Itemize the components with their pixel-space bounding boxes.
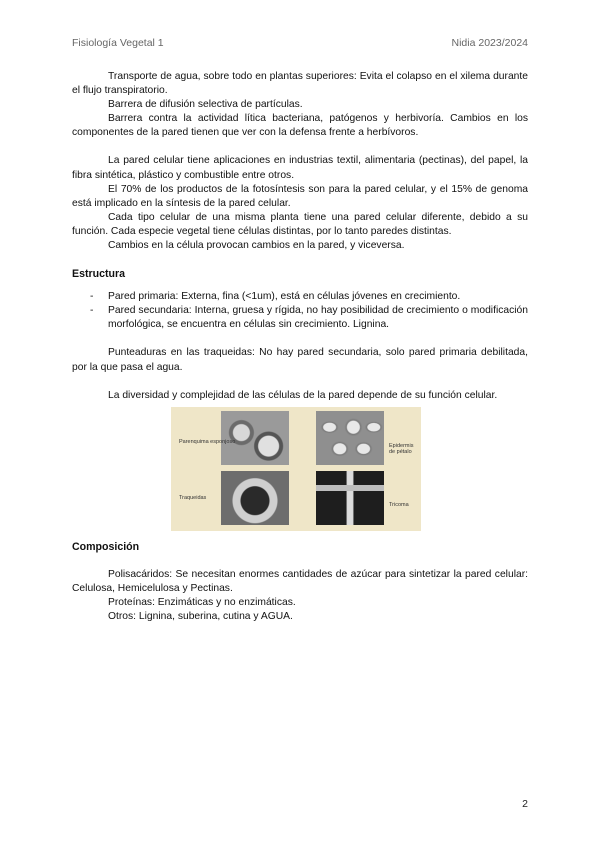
figure-label-epidermis: Epidermis de pétalo bbox=[389, 442, 414, 456]
structure-list bbox=[72, 290, 528, 332]
figure-label-tracheids: Traqueidas bbox=[179, 494, 207, 501]
paragraph-photosynthesis-share: El 70% de los productos de la fotosíntesis son para la pared celular, y el 15% de genoma está implicado en la síntesis de la pared celular. bbox=[72, 183, 528, 209]
spacer bbox=[72, 281, 528, 290]
section-title-estructura: Estructura bbox=[72, 268, 125, 281]
paragraph-water-transport: Transporte de agua, sobre todo en plantas superiores: Evita el colapso en el xilema durante el flujo transpiratorio. bbox=[72, 71, 528, 97]
list-item-primary-wall: - Pared primaria: Externa, fina (<1um), está en células jóvenes en crecimiento. bbox=[72, 290, 528, 304]
section-title-composicion: Composición bbox=[72, 540, 140, 553]
figure-label-trichome: Tricoma bbox=[389, 501, 409, 508]
cell-wall-micrographs-figure bbox=[171, 407, 421, 531]
spacer bbox=[72, 253, 528, 267]
paragraph-industry-applications: La pared celular tiene aplicaciones en industrias textil, alimentaria (pectinas), del papel, la fibra sintética, plástico y combustible entre otros. bbox=[72, 155, 528, 181]
paragraph-proteins: Proteínas: Enzimáticas y no enzimáticas. bbox=[108, 596, 296, 608]
paragraph-lytic-barrier: Barrera contra la actividad lítica bacteriana, patógenos y herbivoría. Cambios en los componentes de la pared tienen que ver con la defensa frente a herbívoros. bbox=[72, 113, 528, 139]
paragraph-polysaccharides: Polisacáridos: Se necesitan enormes cantidades de azúcar para sintetizar la pared celular: Celulosa, Hemicelulosa y Pectinas. bbox=[72, 568, 528, 594]
paragraph-diversity: La diversidad y complejidad de las células de la pared depende de su función celular. bbox=[108, 389, 498, 401]
list-item-secondary-wall: - Pared secundaria: Interna, gruesa y rígida, no hay posibilidad de crecimiento o modificación morfológica, se encuentra en células sin crecimiento. Lignina. bbox=[72, 304, 528, 332]
document-body bbox=[72, 70, 528, 624]
spacer bbox=[72, 554, 528, 568]
paragraph-others: Otros: Lignina, suberina, cutina y AGUA. bbox=[108, 610, 293, 622]
paragraph-diffusion-barrier: Barrera de difusión selectiva de partículas. bbox=[108, 99, 303, 111]
micrograph-trichome bbox=[316, 471, 384, 525]
header-course-title: Fisiología Vegetal 1 bbox=[72, 37, 164, 49]
header-author-year: Nidia 2023/2024 bbox=[451, 37, 528, 49]
paragraph-cell-type-wall: Cada tipo celular de una misma planta tiene una pared celular diferente, debido a su función. Cada especie vegetal tiene células distintas, por lo tanto paredes distintas. bbox=[72, 211, 528, 237]
page-number: 2 bbox=[522, 798, 528, 810]
spacer bbox=[72, 375, 528, 389]
figure-label-parenchyma: Parenquima esponjoso bbox=[179, 438, 236, 445]
spacer bbox=[72, 531, 528, 540]
micrograph-petal-epidermis bbox=[316, 411, 384, 465]
micrograph-spongy-parenchyma bbox=[221, 411, 289, 465]
paragraph-pits: Punteaduras en las traqueidas: No hay pared secundaria, solo pared primaria debilitada, por la que pasa el agua. bbox=[72, 347, 528, 373]
spacer bbox=[72, 332, 528, 346]
spacer bbox=[72, 140, 528, 154]
micrograph-tracheids bbox=[221, 471, 289, 525]
paragraph-cell-wall-changes: Cambios en la célula provocan cambios en la pared, y viceversa. bbox=[108, 240, 405, 252]
